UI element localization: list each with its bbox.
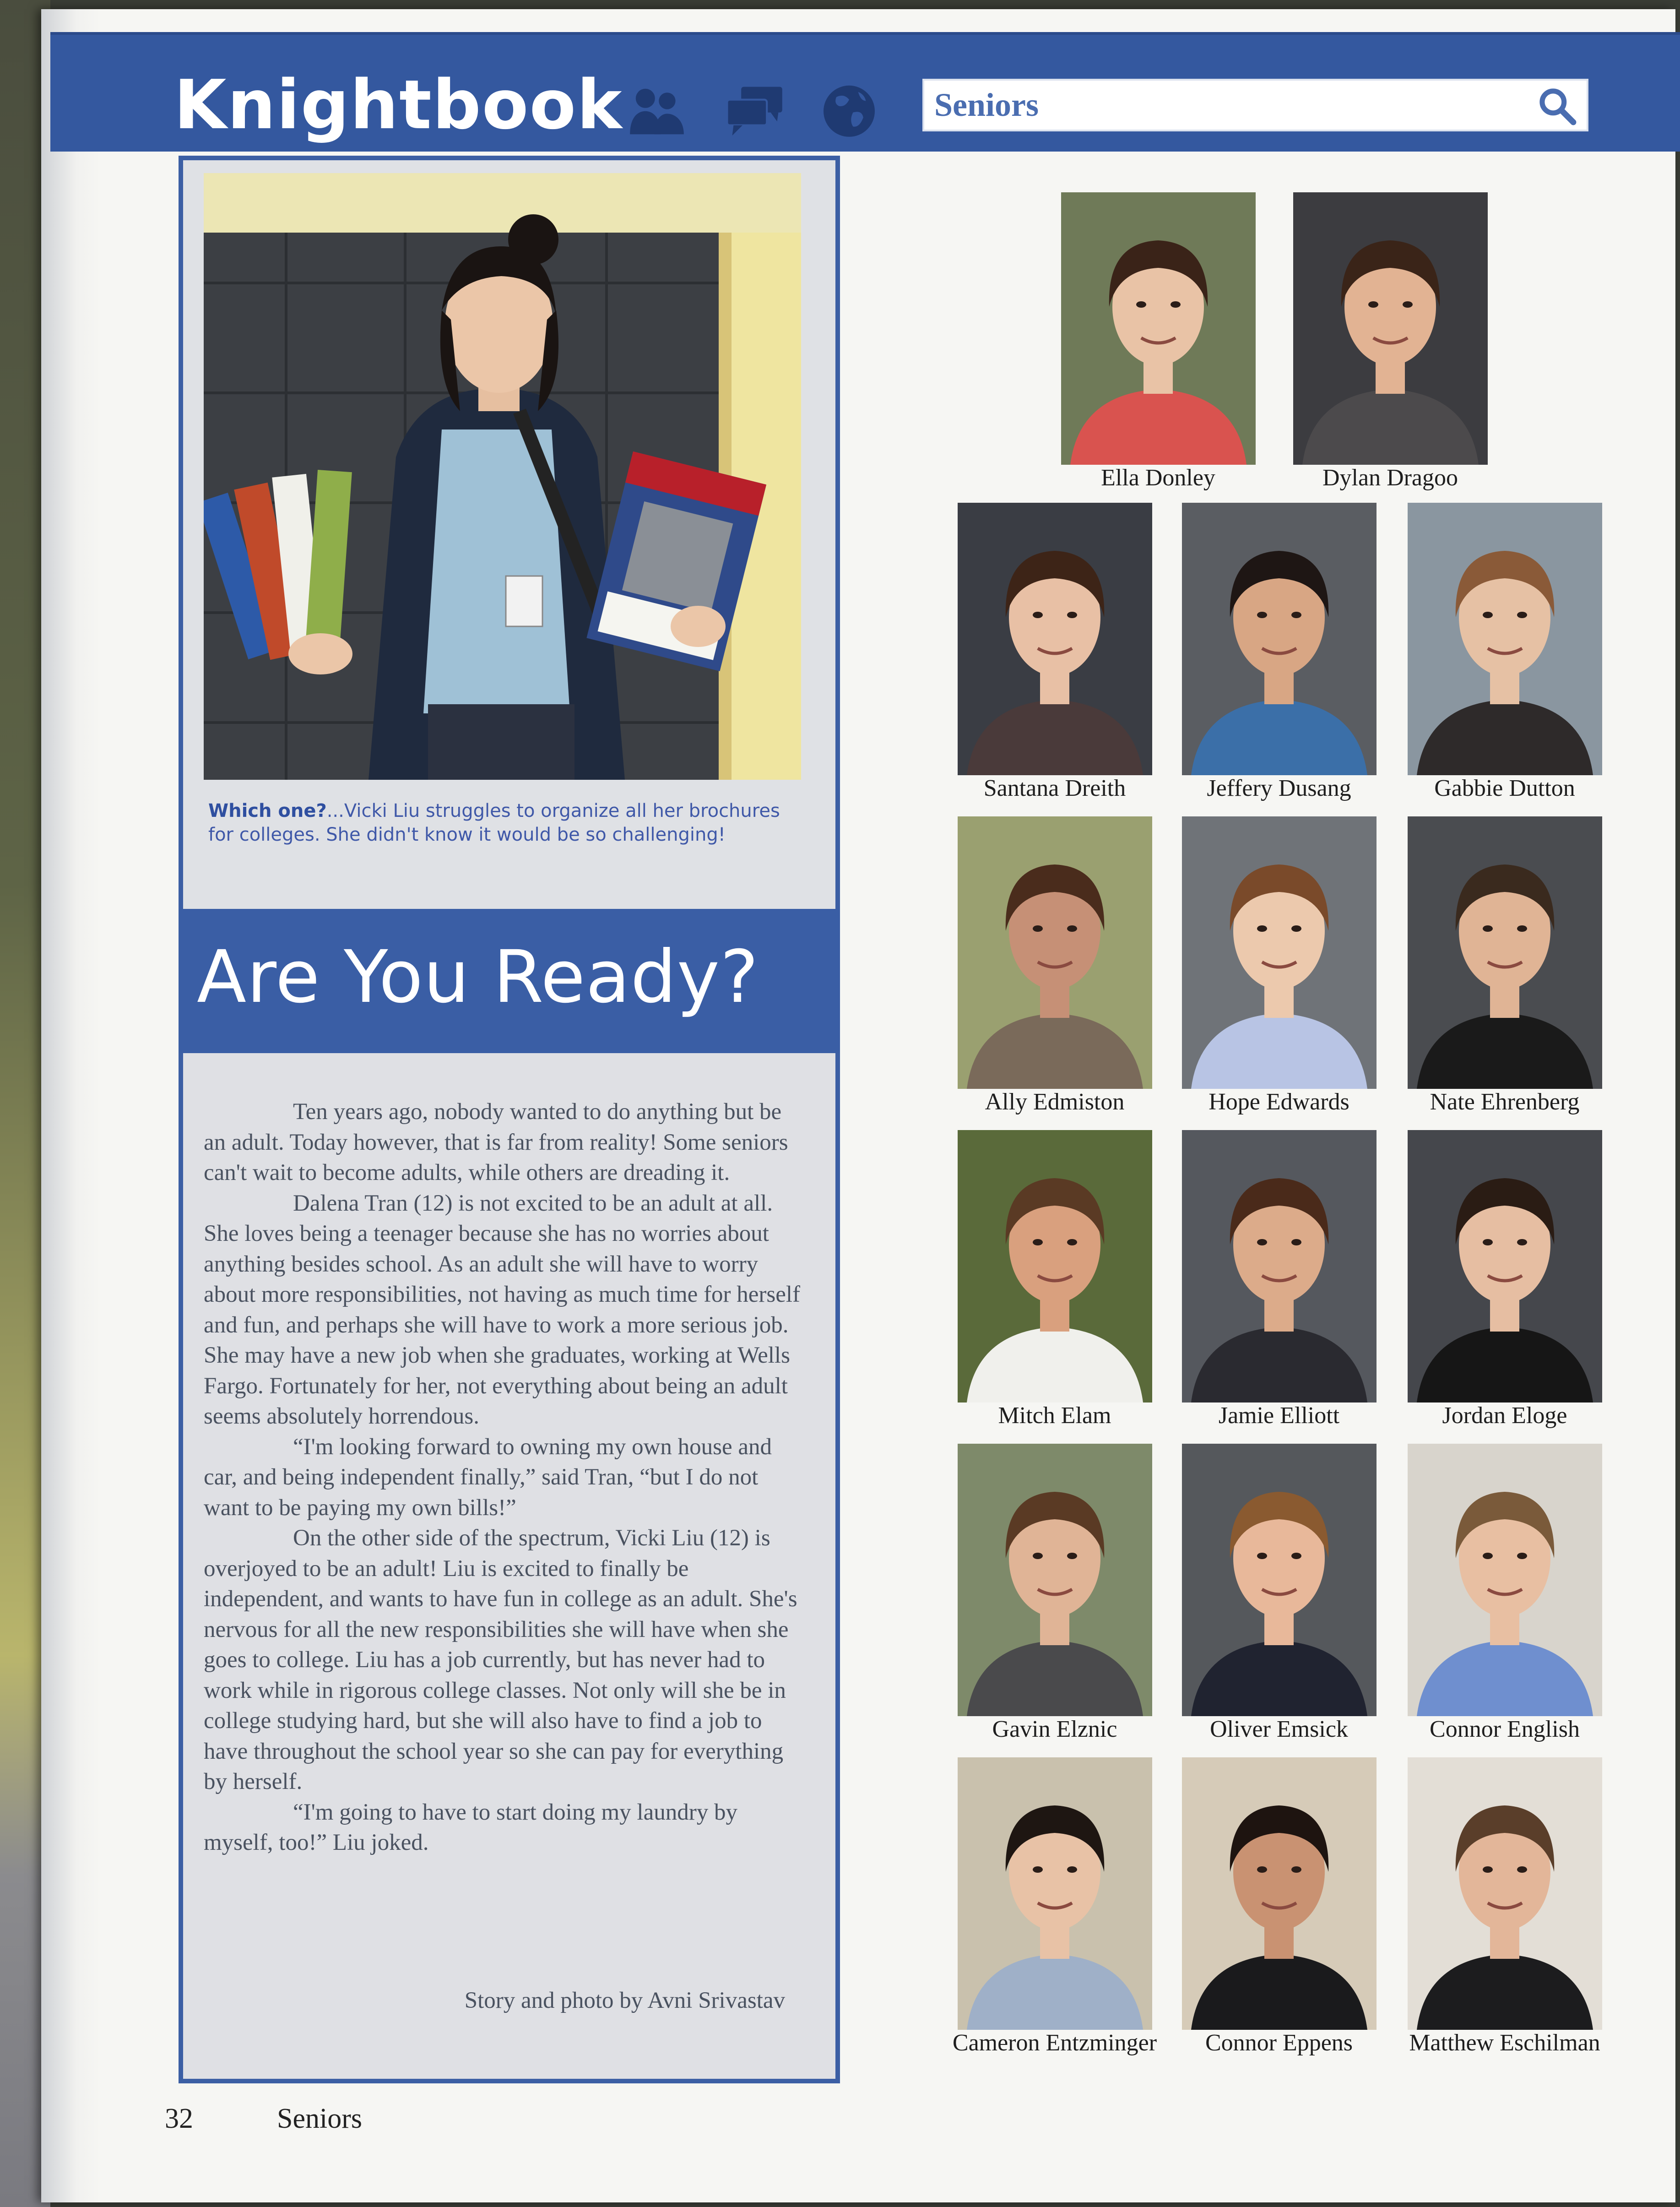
senior-name: Mitch Elam: [998, 1402, 1111, 1429]
search-value: Seniors: [934, 87, 1039, 123]
senior-portrait: [958, 1757, 1152, 2030]
caption-text: ...Vicki Liu struggles to organize all her brochures for colleges. She didn't know it would be so challenging!: [208, 800, 780, 845]
story-body: [204, 1097, 801, 1858]
senior-portrait: [958, 503, 1152, 775]
senior-portrait: [958, 1444, 1152, 1716]
headline: Are You Ready?: [197, 935, 759, 1019]
senior-portrait: [1408, 1130, 1602, 1402]
senior-name: Jamie Elliott: [1218, 1402, 1340, 1429]
friends-icon[interactable]: [625, 78, 689, 142]
senior-name: Oliver Emsick: [1210, 1716, 1348, 1742]
senior-name: Dylan Dragoo: [1322, 465, 1458, 491]
portrait-photo: [1061, 192, 1256, 465]
portrait-photo: [1408, 1130, 1602, 1402]
page-number: 32: [165, 2103, 193, 2134]
portrait-photo: [958, 816, 1152, 1089]
brand-title: Knightbook: [174, 65, 623, 144]
senior-name: Ally Edmiston: [985, 1089, 1125, 1115]
portrait-photo: [1182, 1757, 1377, 2030]
senior-portrait: [1293, 192, 1488, 465]
portrait-photo: [1182, 816, 1377, 1089]
senior-name: Jordan Eloge: [1442, 1402, 1567, 1429]
page-gutter: [41, 9, 101, 2202]
folio-section: Seniors: [277, 2103, 362, 2134]
feature-photo-vicki-liu: [204, 173, 801, 780]
senior-name: Matthew Eschilman: [1409, 2030, 1600, 2056]
story-paragraph: On the other side of the spectrum, Vicki Liu (12) is overjoyed to be an adult! Liu is excited to finally be independent, and wants to have fun in college as an adult. She's nervous for all the new responsibilities she will have when she goes to college. Liu has a job currently, but has never had to work while in rigorous college classes. Not only will she be in college studying hard, but she will also have to find a job to have throughout the school year so she can pay for everything by herself.: [204, 1525, 797, 1794]
portrait-photo: [1408, 1757, 1602, 2030]
portrait-photo: [958, 1130, 1152, 1402]
senior-portrait: [1408, 816, 1602, 1089]
senior-name: Connor Eppens: [1205, 2030, 1353, 2056]
portrait-photo: [958, 1757, 1152, 2030]
story-paragraph: “I'm looking forward to owning my own house and car, and being independent finally,” said Tran, “but I do not want to be paying my own bills!”: [204, 1434, 772, 1521]
portrait-photo: [1182, 1130, 1377, 1402]
senior-portrait: [1408, 1444, 1602, 1716]
story-paragraph: Ten years ago, nobody wanted to do anything but be an adult. Today however, that is far from reality! Some seniors can't wait to become adults, while others are dreading it.: [204, 1099, 788, 1185]
senior-portrait: [1182, 1444, 1377, 1716]
senior-portrait: [1182, 1130, 1377, 1402]
story-paragraph: “I'm going to have to start doing my laundry by myself, too!” Liu joked.: [204, 1799, 737, 1855]
story-paragraph: Dalena Tran (12) is not excited to be an adult at all. She loves being a teenager because she has no worries about anything besides school. As an adult she will have to worry about more responsibilities, not having as much time for herself and fun, and perhaps she will have to work a more serious job. She may have a new job when she graduates, working at Wells Fargo. Fortunately for her, not everything about being an adult seems absolutely horrendous.: [204, 1190, 801, 1429]
photo-caption: [208, 799, 794, 847]
portrait-photo: [1408, 503, 1602, 775]
chat-icon[interactable]: [723, 78, 787, 142]
globe-icon[interactable]: [817, 78, 881, 142]
senior-portrait: [958, 816, 1152, 1089]
portrait-photo: [1182, 503, 1377, 775]
portrait-photo: [1408, 1444, 1602, 1716]
senior-name: Cameron Entzminger: [952, 2030, 1157, 2056]
senior-portrait: [1182, 1757, 1377, 2030]
senior-name: Ella Donley: [1101, 465, 1215, 491]
portrait-photo: [1408, 816, 1602, 1089]
senior-portrait: [1061, 192, 1256, 465]
senior-portrait: [1182, 503, 1377, 775]
senior-name: Nate Ehrenberg: [1430, 1089, 1580, 1115]
portrait-photo: [1182, 1444, 1377, 1716]
portrait-photo: [1293, 192, 1488, 465]
search-input[interactable]: [922, 79, 1588, 131]
senior-portrait: [1182, 816, 1377, 1089]
senior-portrait: [1408, 503, 1602, 775]
byline: Story and photo by Avni Srivastav: [464, 1988, 785, 2013]
caption-lead: Which one?: [208, 800, 327, 821]
senior-name: Gabbie Dutton: [1434, 775, 1575, 801]
portrait-photo: [958, 503, 1152, 775]
portrait-photo: [958, 1444, 1152, 1716]
senior-portrait: [958, 1130, 1152, 1402]
senior-name: Hope Edwards: [1209, 1089, 1349, 1115]
senior-name: Santana Dreith: [983, 775, 1126, 801]
senior-name: Jeffery Dusang: [1207, 775, 1351, 801]
senior-portrait: [1408, 1757, 1602, 2030]
search-icon[interactable]: [1536, 85, 1578, 127]
senior-name: Gavin Elznic: [992, 1716, 1117, 1742]
senior-name: Connor English: [1430, 1716, 1580, 1742]
